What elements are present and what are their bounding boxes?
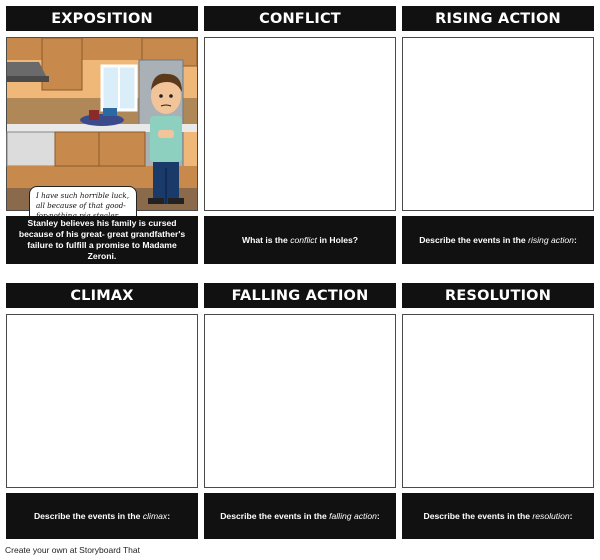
stanley-character — [148, 74, 184, 204]
panel-image-conflict[interactable] — [204, 37, 396, 211]
panel-image-climax[interactable] — [6, 314, 198, 488]
panel-caption-conflict: What is the conflict in Holes? — [204, 216, 396, 264]
panel-caption-exposition: Stanley believes his family is cursed because of his great- great grandfather's failure to fulfill a promise to Madame Zeroni. — [6, 216, 198, 264]
panel-image-resolution[interactable] — [402, 314, 594, 488]
footer-credit-link[interactable]: Create your own at Storyboard That — [5, 545, 140, 555]
speech-bubble: I have such horrible luck, all because of that good- — [29, 186, 137, 230]
panel-caption-falling-action: Describe the events in the falling action: — [204, 493, 396, 539]
panel-caption-climax: Describe the events in the climax: — [6, 493, 198, 539]
panel-title-rising-action: RISING ACTION — [402, 6, 594, 31]
panel-title-climax: CLIMAX — [6, 283, 198, 308]
panel-image-rising-action[interactable] — [402, 37, 594, 211]
panel-title-falling-action: FALLING ACTION — [204, 283, 396, 308]
panel-caption-resolution: Describe the events in the resolution: — [402, 493, 594, 539]
panel-title-conflict: CONFLICT — [204, 6, 396, 31]
panel-image-falling-action[interactable] — [204, 314, 396, 488]
panel-title-exposition: EXPOSITION — [6, 6, 198, 31]
kitchen-scene-illustration — [7, 38, 197, 210]
panel-image-exposition[interactable] — [6, 37, 198, 211]
panel-title-resolution: RESOLUTION — [402, 283, 594, 308]
panel-caption-rising-action: Describe the events in the rising action: — [402, 216, 594, 264]
